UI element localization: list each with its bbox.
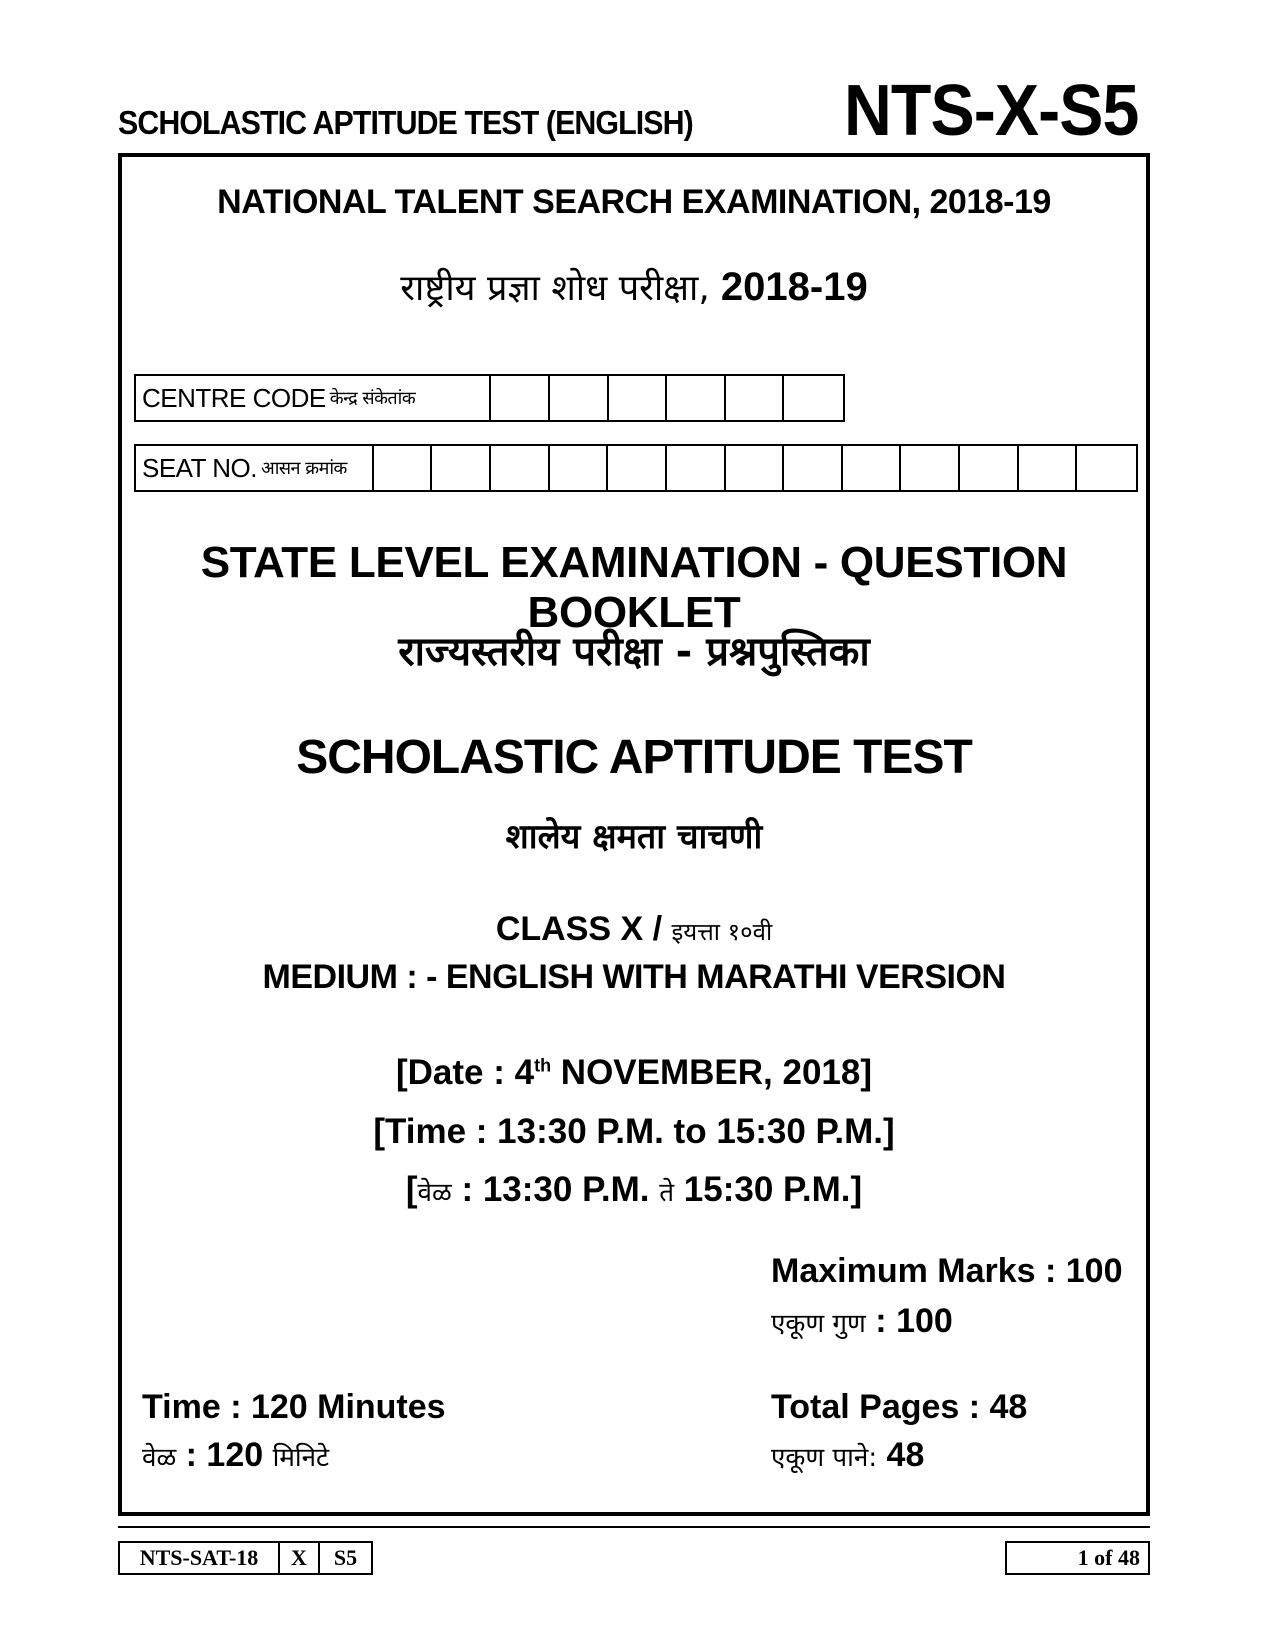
- exam-time: [Time : 13:30 P.M. to 15:30 P.M.]: [373, 1112, 895, 1151]
- centre-code-box[interactable]: [667, 376, 726, 420]
- test-title-marathi: शालेय क्षमता चाचणी: [505, 817, 763, 857]
- exam-title: NATIONAL TALENT SEARCH EXAMINATION, 2018-19: [217, 183, 1051, 221]
- time-mr-end: 15:30 P.M.]: [674, 1170, 863, 1209]
- total-pages: Total Pages : 48: [771, 1388, 1028, 1426]
- time-mr-te: ते: [659, 1178, 675, 1208]
- time-mr-open: [: [405, 1170, 418, 1209]
- centre-code-box[interactable]: [550, 376, 609, 420]
- centre-code-label-en: CENTRE CODE: [142, 382, 326, 413]
- footer-class: X: [280, 1543, 320, 1573]
- exam-time-marathi: [118, 1170, 1150, 1210]
- seat-no-box[interactable]: [667, 446, 726, 490]
- seat-no-box[interactable]: [901, 446, 960, 490]
- seat-no-box[interactable]: [1019, 446, 1078, 490]
- centre-code-box[interactable]: [726, 376, 785, 420]
- time-allowed-mr-unit: मिनिटे: [272, 1443, 330, 1473]
- booklet-title: STATE LEVEL EXAMINATION - QUESTION BOOKLET: [200, 538, 1068, 637]
- page-number: 1 of 48: [1077, 1545, 1140, 1570]
- max-marks-marathi: [771, 1302, 953, 1341]
- time-allowed-mr-value: : 120: [176, 1436, 273, 1474]
- seat-no-box[interactable]: [608, 446, 667, 490]
- paper-code: NTS-X-S5: [844, 71, 1139, 151]
- seat-no-box[interactable]: [491, 446, 550, 490]
- centre-code-box[interactable]: [609, 376, 668, 420]
- time-allowed: Time : 120 Minutes: [142, 1388, 446, 1426]
- max-marks: Maximum Marks : 100: [771, 1252, 1123, 1290]
- seat-no-box[interactable]: [1077, 446, 1136, 490]
- date-suffix: NOVEMBER, 2018]: [551, 1053, 873, 1092]
- centre-code-box[interactable]: [784, 376, 843, 420]
- seat-no-box[interactable]: [960, 446, 1019, 490]
- seat-no-label: [136, 446, 374, 490]
- centre-code-field: [134, 374, 845, 422]
- test-title: SCHOLASTIC APTITUDE TEST: [296, 731, 972, 784]
- booklet-title-marathi: राज्यस्तरीय परीक्षा - प्रश्नपुस्तिका: [398, 629, 870, 675]
- total-pages-marathi: [771, 1436, 924, 1475]
- footer-code-box: [118, 1541, 373, 1575]
- date-prefix: [Date : 4: [395, 1053, 535, 1092]
- footer-series: S5: [333, 1545, 358, 1570]
- exam-date: [118, 1053, 1150, 1093]
- max-marks-mr-label: एकूण गुण: [771, 1309, 866, 1339]
- class-english: CLASS X /: [495, 910, 663, 948]
- centre-code-label-mr: केन्द्र संकेतांक: [329, 388, 416, 409]
- exam-title-marathi-year: 2018-19: [720, 265, 868, 309]
- centre-code-box[interactable]: [491, 376, 550, 420]
- class-marathi: इयत्ता १०वी: [671, 918, 773, 946]
- total-pages-mr-value: 48: [877, 1436, 925, 1474]
- medium-line: MEDIUM : - ENGLISH WITH MARATHI VERSION: [262, 958, 1006, 996]
- seat-no-label-mr: आसन क्रमांक: [260, 458, 347, 479]
- time-mr-start: : 13:30 P.M.: [451, 1170, 660, 1209]
- seat-no-box[interactable]: [432, 446, 491, 490]
- centre-code-label: [136, 376, 491, 420]
- max-marks-mr-value: : 100: [865, 1302, 953, 1340]
- seat-no-box[interactable]: [550, 446, 609, 490]
- total-pages-mr-label: एकूण पाने:: [771, 1443, 878, 1473]
- class-line: [118, 910, 1150, 949]
- header-left-title: SCHOLASTIC APTITUDE TEST (ENGLISH): [118, 104, 693, 141]
- exam-title-marathi-text: राष्ट्रीय प्रज्ञा शोध परीक्षा,: [400, 268, 710, 309]
- seat-no-field: [134, 444, 1138, 492]
- time-mr-vel: वेळ: [417, 1178, 452, 1208]
- exam-title-marathi: [118, 262, 1150, 311]
- seat-no-label-en: SEAT NO.: [142, 452, 257, 483]
- footer-rule: [118, 1526, 1150, 1528]
- time-allowed-marathi: [142, 1436, 329, 1475]
- seat-no-box[interactable]: [784, 446, 843, 490]
- footer-page-box: [1005, 1541, 1150, 1575]
- seat-no-box[interactable]: [726, 446, 785, 490]
- seat-no-box[interactable]: [843, 446, 902, 490]
- date-superscript: th: [534, 1055, 552, 1076]
- seat-no-box[interactable]: [374, 446, 433, 490]
- footer-code: NTS-SAT-18: [120, 1543, 280, 1573]
- time-allowed-mr-label: वेळ: [142, 1443, 177, 1473]
